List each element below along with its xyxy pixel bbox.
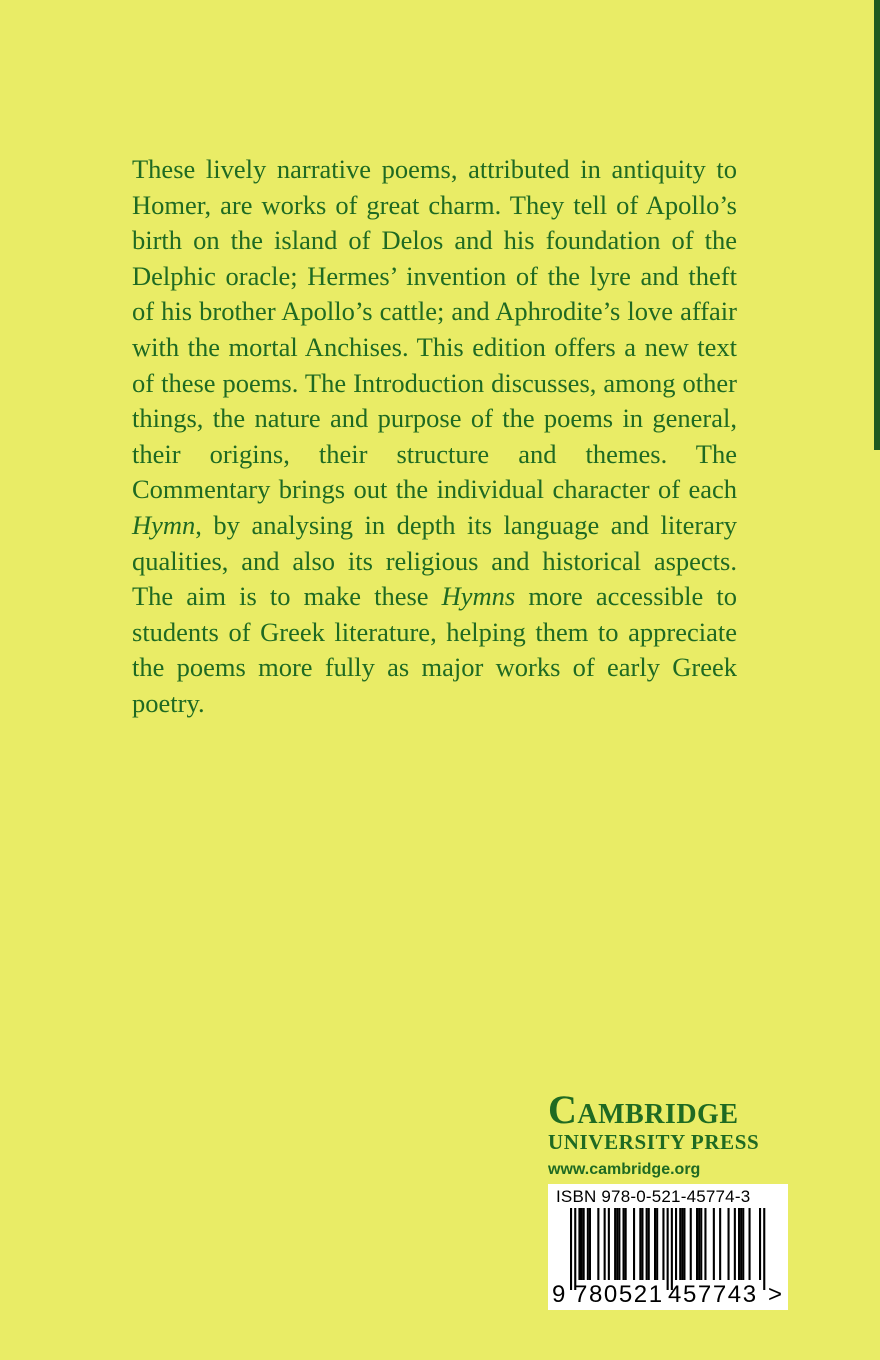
spine-edge — [874, 0, 880, 450]
barcode-bar — [690, 1208, 692, 1280]
barcode-bar — [646, 1208, 648, 1280]
barcode-bar — [742, 1208, 744, 1280]
blurb-text — [132, 152, 737, 722]
publisher-logo — [548, 1087, 790, 1180]
barcode-bar — [713, 1208, 715, 1280]
publisher-name: Cambridge — [548, 1087, 739, 1132]
barcode-bar — [696, 1208, 698, 1280]
barcode-bar — [734, 1208, 736, 1280]
barcode-bar — [704, 1208, 706, 1280]
barcode-group-2: 457743 — [668, 1281, 758, 1308]
barcode-bar — [583, 1208, 585, 1280]
barcode-bar — [759, 1208, 761, 1280]
blurb-part-2: , by analysing in depth its language and literary qualities, and also its religious and historical aspects. The aim is to make these — [132, 509, 737, 612]
blurb-part-3: more accessible to students of Greek literature, helping them to appreciate the poems more fully as major works of early Greek poetry. — [132, 581, 737, 718]
barcode-bar — [587, 1208, 589, 1280]
barcode-bar — [683, 1208, 685, 1280]
barcode-bar — [648, 1208, 650, 1280]
barcode-bar — [675, 1208, 677, 1280]
barcode-bar — [749, 1208, 751, 1280]
barcode-bar — [738, 1208, 740, 1280]
isbn-label: ISBN 978-0-521-45774-3 — [556, 1187, 751, 1206]
barcode-bar — [574, 1208, 576, 1290]
barcode-bar — [681, 1208, 683, 1280]
barcode-bar — [597, 1208, 599, 1280]
barcode-bar — [662, 1208, 664, 1280]
barcode-bar — [763, 1208, 765, 1290]
barcode-bar — [740, 1208, 742, 1280]
barcode-bar — [618, 1208, 620, 1280]
barcode-bar — [656, 1208, 658, 1280]
barcode-bar — [654, 1208, 656, 1280]
barcode-group-1: 780521 — [574, 1281, 664, 1308]
barcode-bar — [589, 1208, 591, 1280]
blurb-part-1: These lively narrative poems, attributed in antiquity to Homer, are works of great charm. They tell of Apollo’s birth on the island of Delos and his foundation of the Delphic oracle; Hermes’ invention of the lyre and theft of his brother Apollo’s cattle; and Aphrodite’s love affair with the mortal Anchises. This edition offers a new text of these poems. The Introduction discusses, among other things, the nature and purpose of the poems in general, their origins, their structure and themes. The Commentary brings out the individual character of each — [132, 154, 737, 505]
isbn-barcode — [548, 1184, 788, 1310]
barcode-bar — [698, 1208, 700, 1280]
barcode-bar — [667, 1208, 669, 1290]
barcode-bar — [679, 1208, 681, 1280]
barcode-bar — [581, 1208, 583, 1280]
barcode-bar — [570, 1208, 572, 1290]
barcode-bar — [641, 1208, 643, 1280]
publisher-url[interactable]: www.cambridge.org — [548, 1161, 701, 1178]
barcode-bar — [608, 1208, 610, 1280]
barcode-bar — [671, 1208, 673, 1290]
publisher-subtitle: UNIVERSITY PRESS — [548, 1130, 760, 1154]
barcode-bar — [700, 1208, 702, 1280]
blurb-emphasis-hymns: Hymns — [441, 581, 516, 612]
barcode-bar — [616, 1208, 618, 1280]
barcode-bar — [633, 1208, 635, 1280]
barcode-bar — [604, 1208, 606, 1280]
barcode-bar — [625, 1208, 627, 1280]
barcode-end-mark: > — [768, 1281, 783, 1308]
barcode-bar — [728, 1208, 730, 1280]
blurb-emphasis-hymn: Hymn — [132, 509, 196, 540]
barcode-bar — [639, 1208, 641, 1280]
barcode-bar — [578, 1208, 580, 1280]
barcode-bar — [719, 1208, 721, 1280]
barcode-bar — [614, 1208, 616, 1280]
barcode-lead-digit: 9 — [552, 1281, 566, 1308]
barcode-bar — [623, 1208, 625, 1280]
